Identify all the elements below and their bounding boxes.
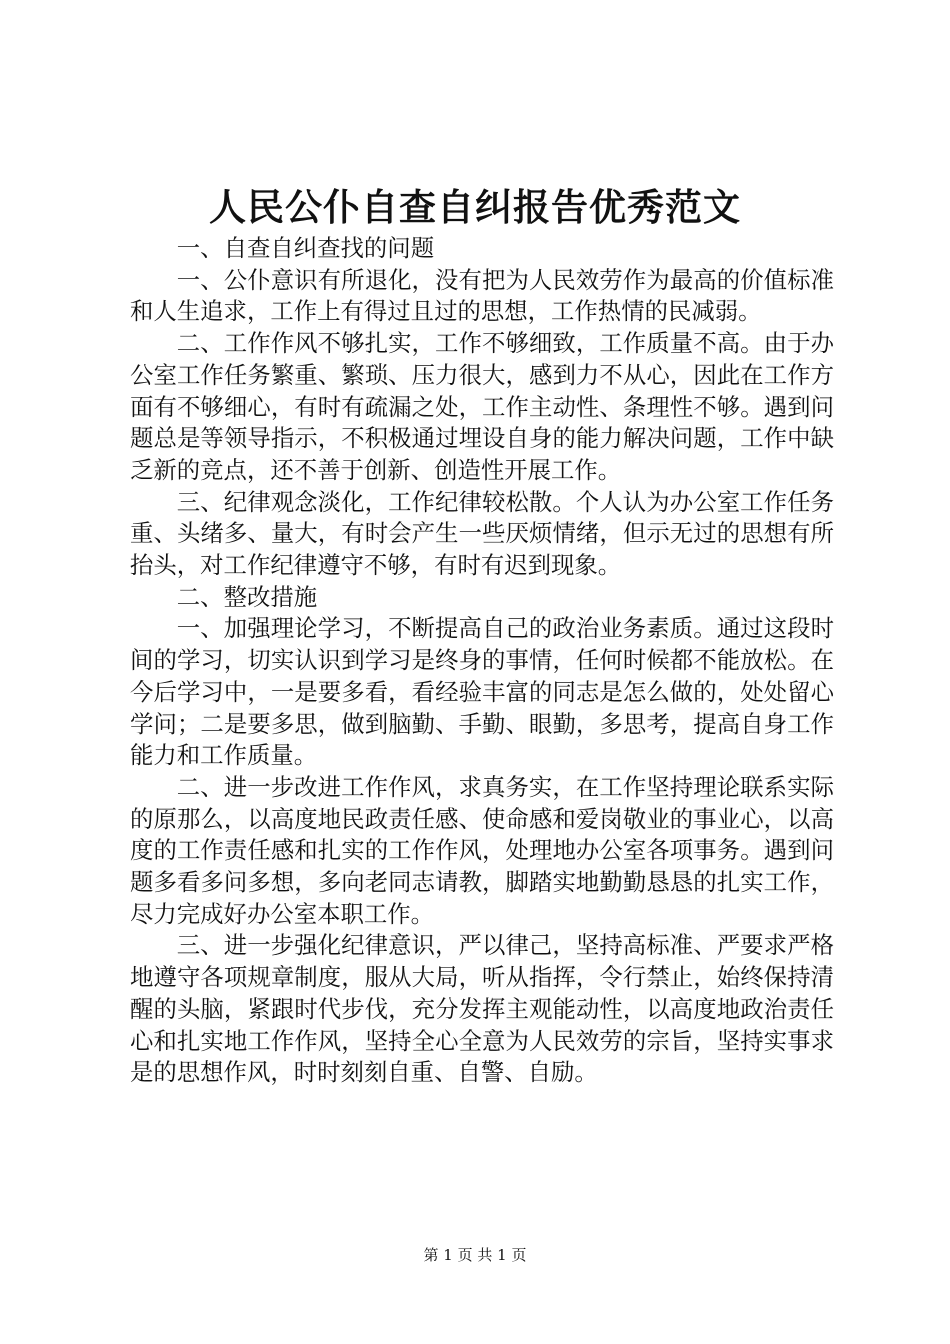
- problem-paragraph-3: 三、纪律观念淡化，工作纪律较松散。个人认为办公室工作任务重、头绪多、量大，有时会产生一些厌烦情绪，但示无过的思想有所抬头，对工作纪律遵守不够，有时有迟到现象。: [130, 487, 834, 580]
- page-footer: 第 1 页 共 1 页: [423, 1246, 527, 1264]
- problem-paragraph-1: 一、公仆意识有所退化，没有把为人民效劳作为最高的价值标准和人生追求，工作上有得过且过的思想，工作热情的民减弱。: [130, 265, 834, 326]
- document-title: 人民公仆自查自纠报告优秀范文: [209, 185, 741, 229]
- section-heading-measures: 二、整改措施: [176, 582, 318, 611]
- measure-paragraph-3: 三、进一步强化纪律意识，严以律己，坚持高标准、严要求严格地遵守各项规章制度，服从大局，听从指挥，令行禁止，始终保持清醒的头脑，紧跟时代步伐，充分发挥主观能动性，以高度地政治责任心和扎实地工作作风，坚持全心全意为人民效劳的宗旨，坚持实事求是的思想作风，时时刻刻自重、自警、自励。: [130, 931, 834, 1087]
- problem-paragraph-2: 二、工作作风不够扎实，工作不够细致，工作质量不高。由于办公室工作任务繁重、繁琐、压力很大，感到力不从心，因此在工作方面有不够细心，有时有疏漏之处，工作主动性、条理性不够。遇到问题总是等领导指示，不积极通过埋设自身的能力解决问题，工作中缺乏新的竞点，还不善于创新、创造性开展工作。: [130, 329, 834, 484]
- section-heading-problems: 一、自查自纠查找的问题: [176, 234, 435, 262]
- measure-paragraph-1: 一、加强理论学习，不断提高自己的政治业务素质。通过这段时间的学习，切实认识到学习是终身的事情，任何时候都不能放松。在今后学习中，一是要多看，看经验丰富的同志是怎么做的，处处留心学问；二是要多思，做到脑勤、手勤、眼勤，多思考，提高自身工作能力和工作质量。: [130, 614, 834, 770]
- document-body: [130, 233, 834, 1089]
- measure-paragraph-2: 二、进一步改进工作作风，求真务实，在工作坚持理论联系实际的原那么，以高度地民政责任感、使命感和爱岗敬业的事业心，以高度的工作责任感和扎实的工作作风，处理地办公室各项事务。遇到问题多看多问多想，多向老同志请教，脚踏实地勤勤恳恳的扎实工作，尽力完成好办公室本职工作。: [130, 772, 834, 928]
